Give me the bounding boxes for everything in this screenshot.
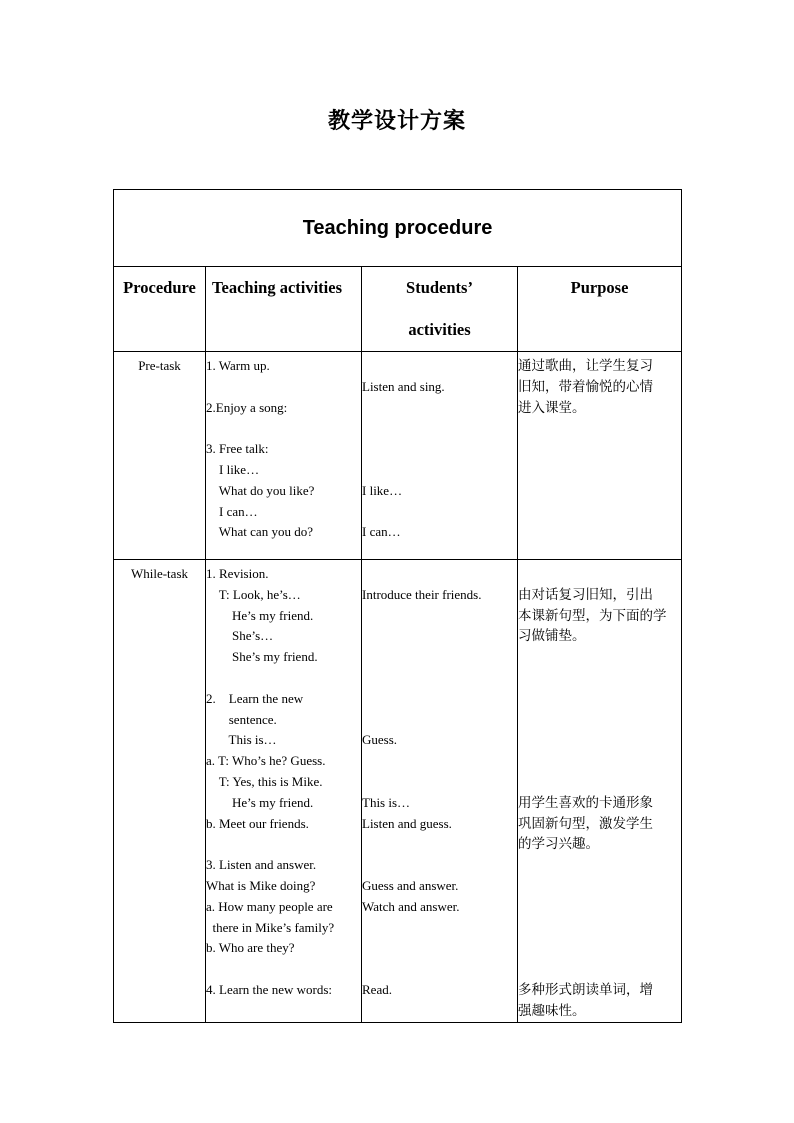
cell-line [362,502,517,523]
table-row [114,560,682,1023]
cell-line: 习做铺垫。 [518,628,586,645]
page-title: 教学设计方案 [327,109,466,134]
cell-line: This is… [362,794,411,810]
cell-line: 1. Warm up. [206,358,270,373]
cell-line [518,710,681,731]
cell-line [518,918,681,939]
cell-line: T: Look, he’s… [206,586,301,602]
cell-line [518,855,681,876]
cell-line [206,418,361,439]
cell-line: What do you like? [206,482,315,498]
teaching-procedure-table [113,189,682,1023]
cell-line: 进入课堂。 [518,399,586,416]
cell-line: 巩固新句型，激发学生 [518,815,653,832]
cell-line [518,938,681,959]
cell-line [362,938,517,959]
cell-line: 1. Revision. [206,566,269,581]
purpose-cell [518,560,682,1023]
cell-line: b. Meet our friends. [206,815,309,831]
cell-line: 旧知，带着愉悦的心情 [518,378,653,395]
table-caption: Teaching procedure [114,190,682,267]
teaching-activities-cell [206,560,362,1023]
cell-line [518,689,681,710]
cell-line: I can… [362,524,401,540]
cell-line [362,626,517,647]
cell-line: Watch and answer. [362,898,460,914]
cell-line [362,710,517,731]
cell-line: T: Yes, this is Mike. [206,773,323,789]
cell-line [362,647,517,668]
cell-line: 3. Listen and answer. [206,857,317,873]
cell-line [362,834,517,855]
cell-line: b. Who are they? [206,940,295,956]
header-students-activities: Students’ activities [362,267,518,352]
cell-line: there in Mike’s family? [206,919,335,935]
cell-line [206,377,361,398]
cell-line: I can… [206,503,258,519]
cell-line [518,772,681,793]
cell-line [518,668,681,689]
cell-line [518,564,681,585]
cell-line [362,959,517,980]
cell-line: Guess and answer. [362,877,459,893]
stage-cell: Pre-task [114,352,206,560]
cell-line [362,418,517,439]
cell-line [518,730,681,751]
cell-line: I like… [362,482,403,498]
cell-line [206,959,361,980]
cell-line: a. How many people are [206,898,333,914]
header-purpose: Purpose [518,267,682,352]
cell-line [362,606,517,627]
students-activities-cell [362,560,518,1023]
teaching-activities-cell [206,352,362,560]
cell-line: She’s my friend. [206,649,318,665]
cell-line [362,918,517,939]
cell-line [362,751,517,772]
cell-line [206,834,361,855]
cell-line [362,398,517,419]
cell-line [362,564,517,585]
header-procedure: Procedure [114,267,206,352]
cell-line [362,855,517,876]
cell-line [362,668,517,689]
cell-line: I like… [206,461,260,477]
stage-cell: While-task [114,560,206,1023]
cell-line: 2.Enjoy a song: [206,399,288,415]
purpose-cell [518,352,682,560]
cell-line: 的学习兴趣。 [518,836,599,853]
cell-line: This is… [206,732,277,748]
students-activities-cell [362,352,518,560]
cell-line: What can you do? [206,524,313,540]
cell-line [362,356,517,377]
cell-line: Guess. [362,732,398,748]
cell-line [362,689,517,710]
cell-line: What is Mike doing? [206,877,316,893]
cell-line: 3. Free talk: [206,441,269,457]
cell-line [518,959,681,980]
cell-line [362,460,517,481]
cell-line: He’s my friend. [206,794,314,810]
cell-line: 本课新句型，为下面的学 [518,607,667,624]
table-row [114,352,682,560]
cell-line [362,439,517,460]
cell-line: 强趣味性。 [518,1002,586,1019]
cell-line: 2. Learn the new [206,690,304,706]
cell-line: Listen and sing. [362,378,445,394]
cell-line [518,897,681,918]
cell-line: Listen and guess. [362,815,452,831]
cell-line: 由对话复习旧知，引出 [518,586,653,603]
cell-line: 多种形式朗读单词，增 [518,981,653,998]
header-teaching-activities: Teaching activities [206,267,362,352]
cell-line: 通过歌曲，让学生复习 [518,358,653,374]
cell-line: sentence. [206,711,277,727]
cell-line [518,751,681,772]
cell-line [362,772,517,793]
cell-line: He’s my friend. [206,607,314,623]
cell-line [206,668,361,689]
cell-line: a. T: Who’s he? Guess. [206,753,326,769]
cell-line [518,876,681,897]
cell-line: 4. Learn the new words: [206,981,332,997]
cell-line [518,647,681,668]
cell-line: Read. [362,981,392,997]
cell-line: 用学生喜欢的卡通形象 [518,794,653,811]
cell-line: She’s… [206,628,274,644]
cell-line: Introduce their friends. [362,586,482,602]
